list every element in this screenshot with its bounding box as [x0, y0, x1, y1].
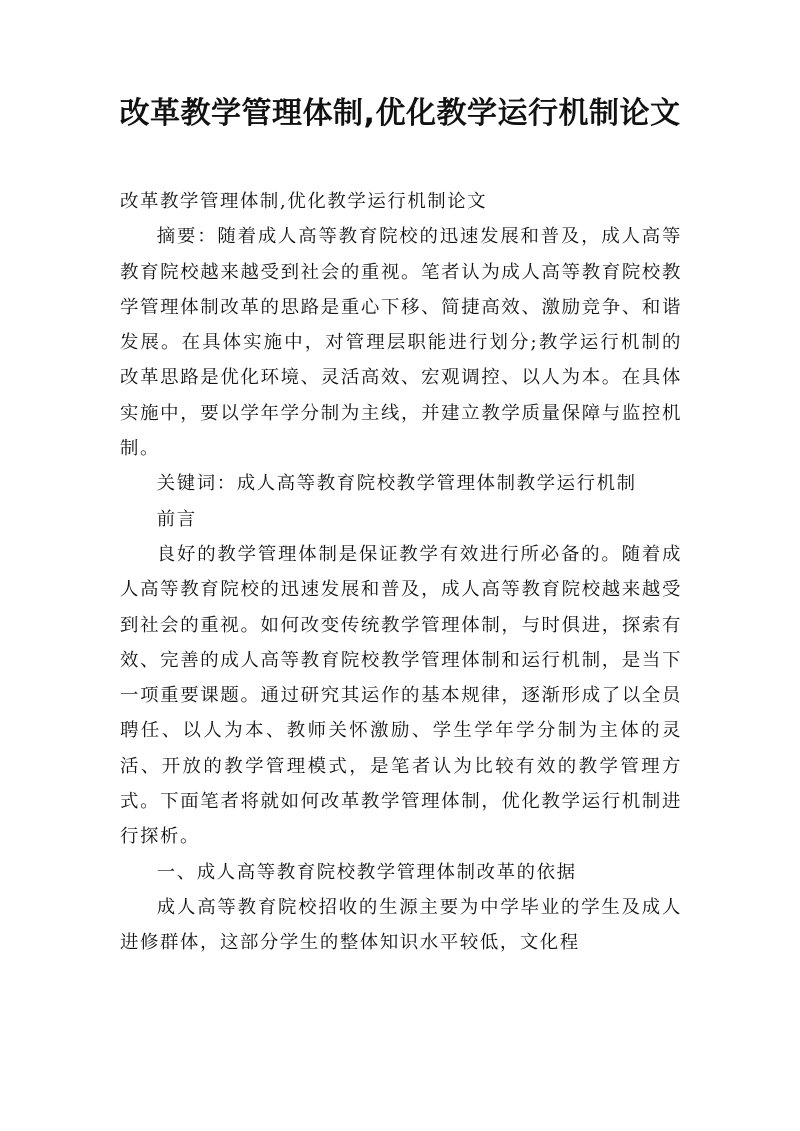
preface-heading: 前言 — [156, 508, 197, 530]
section-heading: 一、成人高等教育院校教学管理体制改革的依据 — [156, 861, 577, 883]
document-subtitle: 改革教学管理体制,优化教学运行机制论文 — [120, 191, 488, 212]
preface-paragraph: 良好的教学管理体制是保证教学有效进行所必备的。随着成人高等教育院校的迅速发展和普及，成人高等教育院校越来越受到社会的重视。如何改变传统教学管理体制，与时俱进，探索有效、完善的成人高等教育院校教学管理体制和运行机制，是当下一项重要课题。通过研究其运作的基本规律，逐渐形成了以全员聘任、以人为本、教师关怀激励、学生学年学分制为主体的灵活、开放的教学管理模式，是笔者认为比较有效的教学管理方式。下面笔者将就如何改革教学管理体制，优化教学运行机制进行探析。 — [120, 543, 682, 848]
abstract-paragraph: 摘要：随着成人高等教育院校的迅速发展和普及，成人高等教育院校越来越受到社会的重视。笔者认为成人高等教育院校教学管理体制改革的思路是重心下移、简捷高效、激励竞争、和谐发展。在具体实施中，对管理层职能进行划分;教学运行机制的改革思路是优化环境、灵活高效、宏观调控、以人为本。在具体实施中，要以学年学分制为主线，并建立教学质量保障与监控机制。 — [120, 226, 682, 460]
document-title: 改革教学管理体制,优化教学运行机制论文 — [119, 96, 681, 131]
document-body — [120, 184, 682, 961]
keywords-paragraph: 关键词：成人高等教育院校教学管理体制教学运行机制 — [156, 473, 637, 495]
section-paragraph: 成人高等教育院校招收的生源主要为中学毕业的学生及成人进修群体，这部分学生的整体知识水平较低，文化程 — [120, 896, 682, 954]
